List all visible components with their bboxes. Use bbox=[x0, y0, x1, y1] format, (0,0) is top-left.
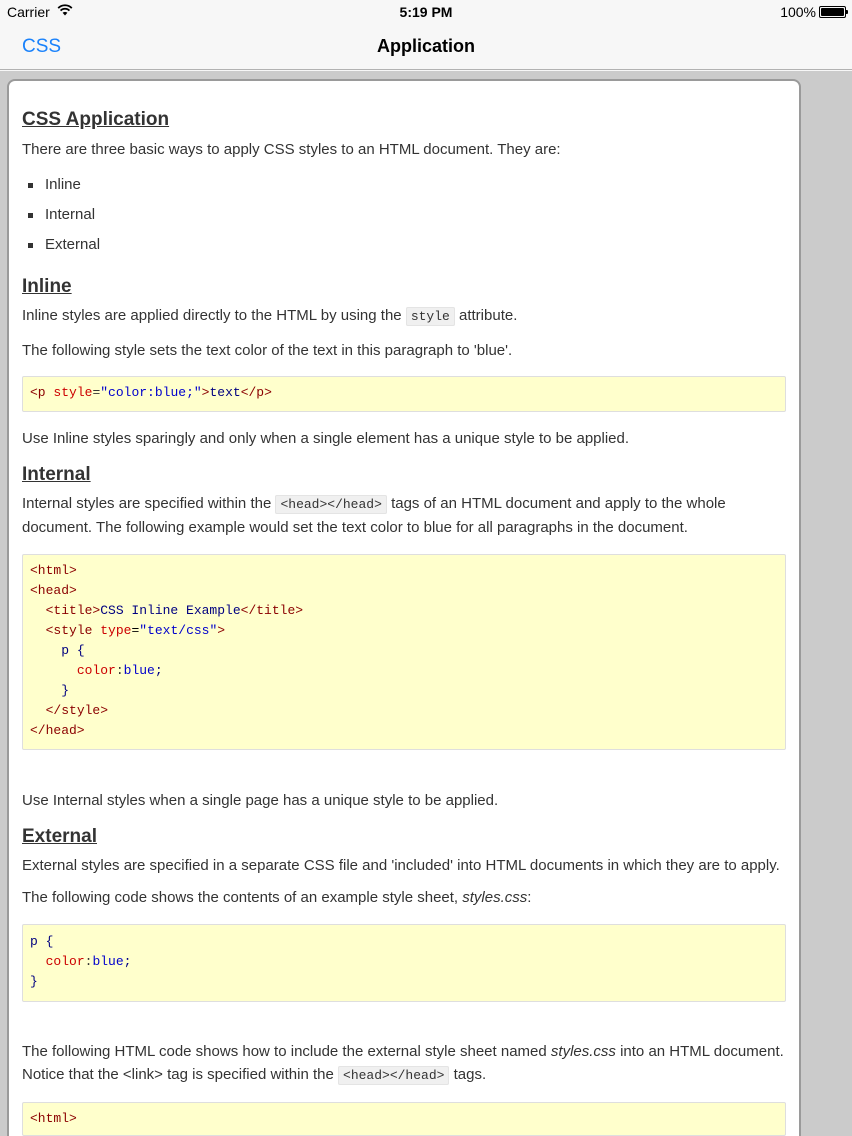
battery-icon bbox=[819, 6, 846, 18]
internal-paragraph-2: Use Internal styles when a single page has a unique style to be applied. bbox=[22, 792, 499, 809]
intro-paragraph: There are three basic ways to apply CSS styles to an HTML document. They are: bbox=[22, 141, 561, 158]
external-code-block bbox=[22, 924, 786, 1002]
list-item: Inline bbox=[22, 170, 786, 200]
status-bar bbox=[0, 0, 852, 24]
external-paragraph-2 bbox=[22, 886, 786, 909]
code-token: } bbox=[61, 683, 70, 698]
code-token: color bbox=[76, 663, 116, 678]
code-token: <p bbox=[30, 385, 46, 400]
code-token: ; bbox=[154, 663, 163, 678]
code-token: > bbox=[217, 623, 226, 638]
code-token: = bbox=[92, 385, 101, 400]
text-span: The following code shows the contents of an example style sheet, bbox=[22, 889, 459, 906]
code-token: text bbox=[209, 385, 241, 400]
text-span: attribute. bbox=[459, 307, 518, 324]
page-title: Application bbox=[377, 36, 475, 56]
text-span: tags. bbox=[453, 1066, 487, 1083]
text-span: Inline styles are applied directly to the HTML by using the bbox=[22, 307, 402, 324]
content-scroll-area[interactable] bbox=[0, 71, 852, 1136]
internal-heading: Internal bbox=[22, 464, 91, 485]
code-token: </p> bbox=[240, 385, 272, 400]
code-token: style bbox=[53, 385, 93, 400]
code-token: } bbox=[30, 974, 38, 989]
code-token: <head> bbox=[30, 583, 77, 598]
code-token: </style> bbox=[45, 703, 109, 718]
filename: styles.css bbox=[462, 889, 528, 906]
code-token: </head> bbox=[30, 723, 85, 738]
code-token: <title> bbox=[45, 603, 101, 618]
carrier-label: Carrier bbox=[7, 4, 50, 20]
code-token: <html> bbox=[30, 563, 77, 578]
code-token: type bbox=[100, 623, 132, 638]
code-token: "text/css" bbox=[139, 623, 218, 638]
battery-percent: 100% bbox=[780, 4, 816, 20]
main-heading: CSS Application bbox=[22, 109, 170, 130]
code-token: </title> bbox=[240, 603, 304, 618]
text-span: Internal styles are specified within the bbox=[22, 495, 272, 512]
code-token: CSS Inline Example bbox=[100, 603, 241, 618]
methods-list bbox=[22, 170, 786, 260]
inline-code: <head></head> bbox=[275, 495, 386, 514]
external-paragraph-1: External styles are specified in a separate CSS file and 'included' into HTML documents in which they are to apply. bbox=[22, 857, 780, 874]
text-span: : bbox=[527, 889, 532, 906]
inline-code-block bbox=[22, 376, 786, 412]
code-token: <style bbox=[45, 623, 93, 638]
article-card bbox=[7, 79, 801, 1136]
code-token: blue bbox=[92, 954, 124, 969]
code-token: "color:blue;" bbox=[100, 385, 202, 400]
navigation-bar bbox=[0, 24, 852, 70]
text-span: into an HTML document. Notice that the <link> tag is specified within the bbox=[22, 1043, 784, 1083]
inline-paragraph-2: The following style sets the text color of the text in this paragraph to 'blue'. bbox=[22, 342, 513, 359]
list-item: External bbox=[22, 230, 786, 260]
external-heading: External bbox=[22, 826, 97, 847]
code-token: blue bbox=[123, 663, 155, 678]
code-token: <html> bbox=[30, 1111, 77, 1126]
code-token: : bbox=[115, 663, 124, 678]
code-token: : bbox=[84, 954, 93, 969]
text-span: The following HTML code shows how to include the external style sheet named bbox=[22, 1043, 547, 1060]
inline-paragraph-1 bbox=[22, 304, 786, 328]
filename: styles.css bbox=[550, 1043, 616, 1060]
list-item: Internal bbox=[22, 200, 786, 230]
inline-heading: Inline bbox=[22, 276, 72, 297]
clock: 5:19 PM bbox=[399, 4, 453, 20]
inline-code: style bbox=[406, 307, 455, 326]
inline-code: <head></head> bbox=[338, 1066, 449, 1085]
code-token: ; bbox=[123, 954, 132, 969]
code-token: p { bbox=[61, 643, 85, 658]
code-token: color bbox=[45, 954, 85, 969]
back-button[interactable]: CSS bbox=[22, 36, 62, 57]
internal-paragraph-1 bbox=[22, 492, 786, 539]
code-token: > bbox=[201, 385, 210, 400]
code-token: p { bbox=[30, 934, 54, 949]
internal-code-block: <html> <head> <title>CSS Inline Example</title> <style type="text/css"> p { color:blue; } </style> </head> bbox=[22, 554, 786, 750]
text-span: tags of an HTML document and apply to the whole document. The following example would set the text color to blue for all paragraphs in the document. bbox=[22, 495, 726, 536]
inline-paragraph-3: Use Inline styles sparingly and only when a single element has a unique style to be applied. bbox=[22, 430, 630, 447]
wifi-icon bbox=[57, 3, 73, 20]
external-code-block-2 bbox=[22, 1102, 786, 1136]
external-paragraph-3 bbox=[22, 1040, 786, 1087]
